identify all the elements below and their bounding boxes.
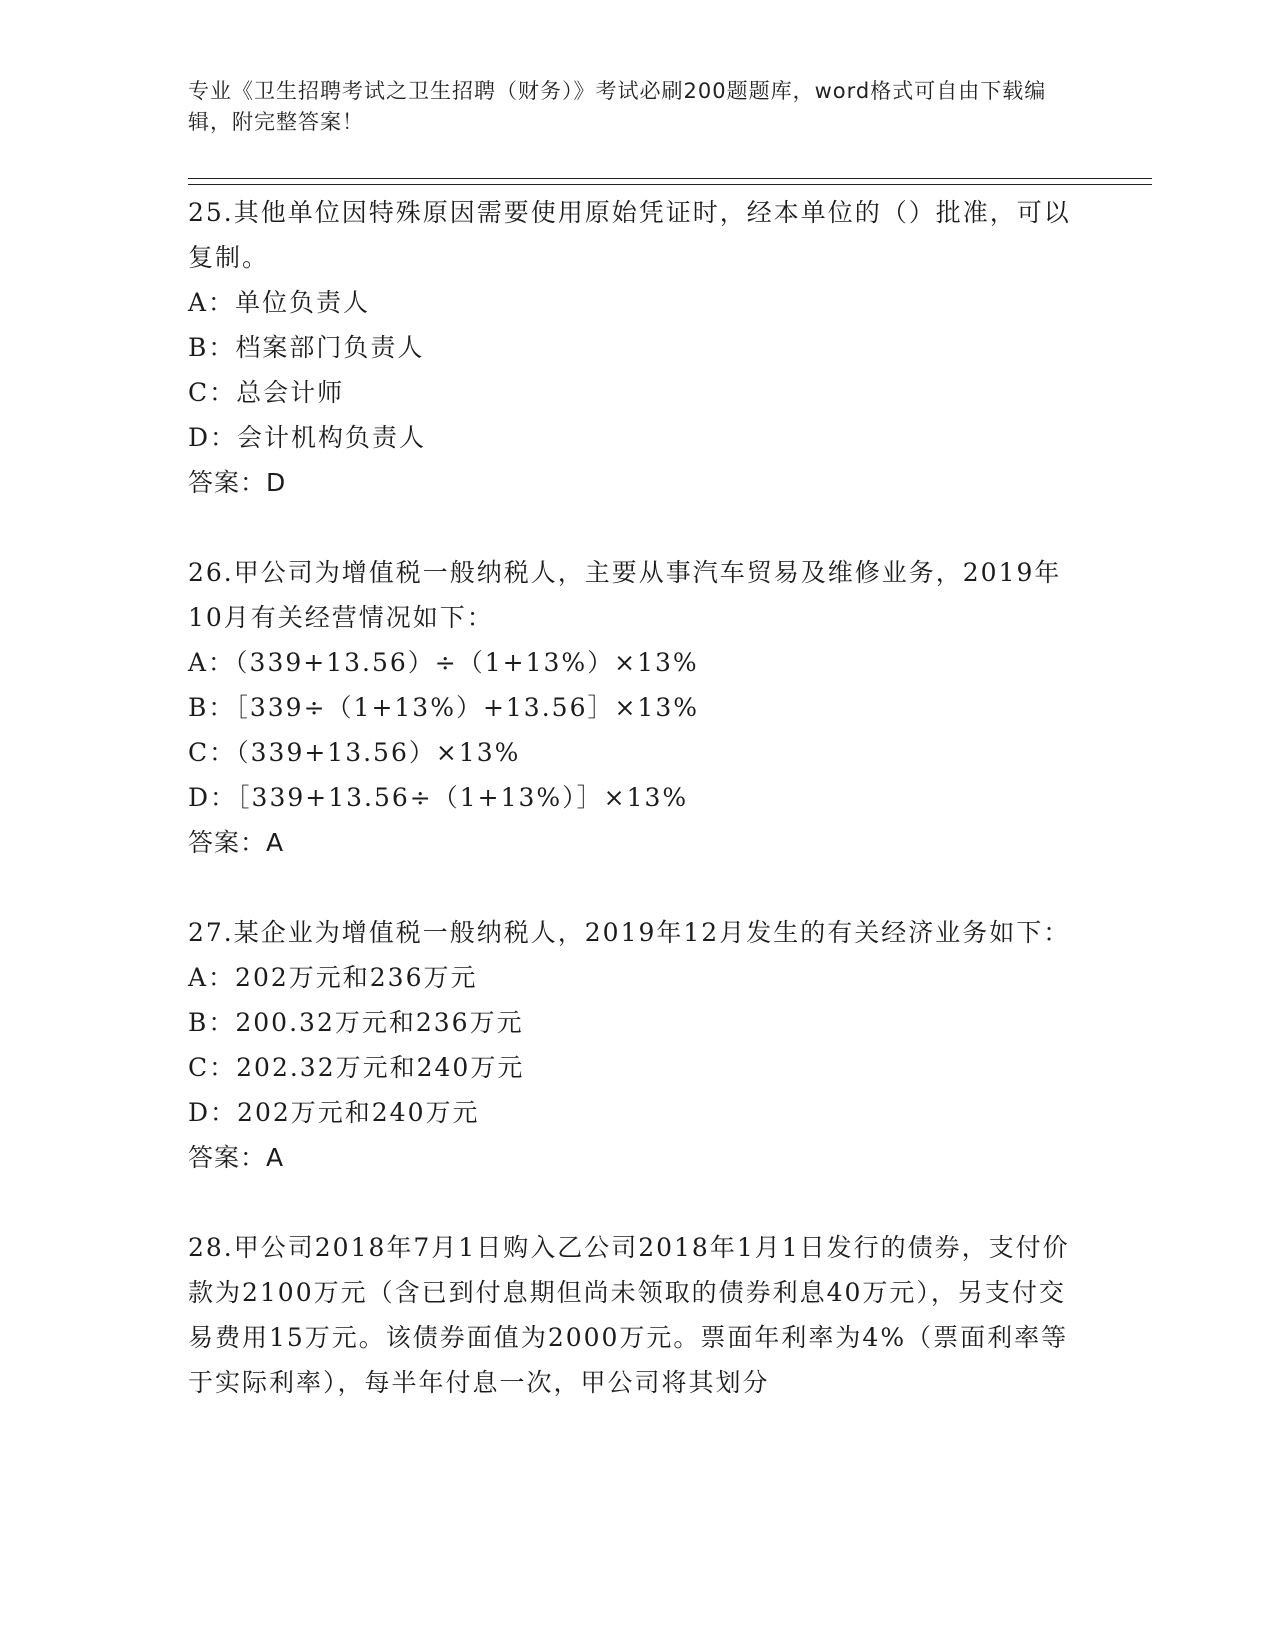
header-rule-top (188, 178, 1152, 179)
option-d: D：［339+13.56÷（1+13%）］×13% (188, 783, 689, 812)
question-25 (188, 190, 1078, 505)
question-list (188, 190, 1078, 1450)
option-b: B：档案部门负责人 (188, 333, 425, 362)
answer: 答案：A (188, 1143, 285, 1172)
option-c: C：（339+13.56）×13% (188, 738, 521, 767)
option-d: D：会计机构负责人 (188, 423, 427, 452)
question-text: 27.某企业为增值税一般纳税人，2019年12月发生的有关经济业务如下： (188, 918, 1071, 947)
option-a: A：（339+13.56）÷（1+13%）×13% (188, 648, 699, 677)
option-a: A：202万元和236万元 (188, 963, 478, 992)
option-c: C：总会计师 (188, 378, 345, 407)
option-d: D：202万元和240万元 (188, 1098, 480, 1127)
question-text: 26.甲公司为增值税一般纳税人，主要从事汽车贸易及维修业务，2019年10月有关经营情况如下： (188, 558, 1062, 632)
question-text: 25.其他单位因特殊原因需要使用原始凭证时，经本单位的（）批准，可以复制。 (188, 198, 1071, 272)
option-b: B：［339÷（1+13%）+13.56］×13% (188, 693, 699, 722)
option-b: B：200.32万元和236万元 (188, 1008, 524, 1037)
answer: 答案：D (188, 468, 287, 497)
question-text: 28.甲公司2018年7月1日购入乙公司2018年1月1日发行的债券，支付价款为2100万元（含已到付息期但尚未领取的债券利息40万元），另支付交易费用15万元。该债券面值为2000万元。票面年利率为4%（票面利率等于实际利率），每半年付息一次，甲公司将其划分 (188, 1233, 1070, 1397)
header-rule-bottom (188, 184, 1152, 185)
answer: 答案：A (188, 828, 285, 857)
question-28 (188, 1225, 1078, 1405)
option-a: A：单位负责人 (188, 288, 371, 317)
option-c: C：202.32万元和240万元 (188, 1053, 525, 1082)
question-27 (188, 910, 1078, 1180)
question-26 (188, 550, 1078, 865)
document-header: 专业《卫生招聘考试之卫生招聘（财务）》考试必刷200题题库，word格式可自由下载编辑，附完整答案！ (188, 79, 1047, 134)
